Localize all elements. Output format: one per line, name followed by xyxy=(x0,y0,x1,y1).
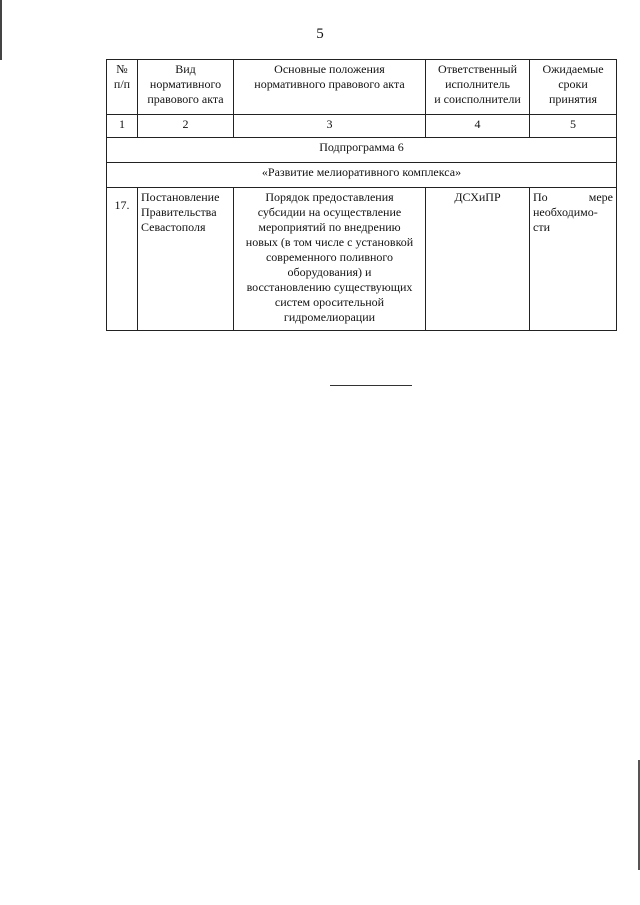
column-number: 1 xyxy=(107,115,138,138)
row-number: 17. xyxy=(107,188,138,331)
subprogram-title-row xyxy=(107,163,617,188)
subprogram-label-row xyxy=(107,138,617,163)
header-act-type: Вид нормативного правового акта xyxy=(138,60,234,115)
column-numbers-row xyxy=(107,115,617,138)
column-number: 4 xyxy=(426,115,530,138)
subprogram-title: «Развитие мелиоративного комплекса» xyxy=(107,163,617,188)
subprogram-label: Подпрограмма 6 xyxy=(107,138,617,163)
table-row xyxy=(107,188,617,331)
end-divider xyxy=(330,385,412,386)
header-responsible: Ответственный исполнитель и соисполнители xyxy=(426,60,530,115)
page-number: 5 xyxy=(316,26,324,42)
header-deadline: Ожидаемые сроки принятия xyxy=(530,60,617,115)
table-header-row xyxy=(107,60,617,115)
row-deadline: По мере необходимо-сти xyxy=(530,188,617,331)
header-provisions: Основные положения нормативного правового акта xyxy=(234,60,426,115)
row-act-type: Постановление Правительства Севастополя xyxy=(138,188,234,331)
row-provisions: Порядок предоставления субсидии на осуществление мероприятий по внедрению новых (в том числе с установкой современного поливного оборудования) и восстановлению существующих систем оросительной гидромелиорации xyxy=(234,188,426,331)
row-responsible: ДСХиПР xyxy=(426,188,530,331)
column-number: 5 xyxy=(530,115,617,138)
column-number: 3 xyxy=(234,115,426,138)
legal-acts-table xyxy=(106,59,617,331)
header-number: № п/п xyxy=(107,60,138,115)
column-number: 2 xyxy=(138,115,234,138)
